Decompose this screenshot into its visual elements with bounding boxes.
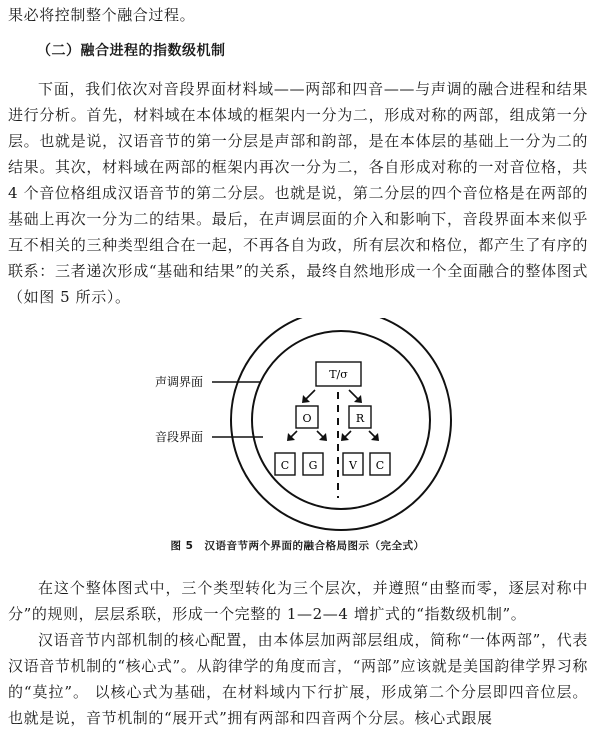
figure-5 — [0, 318, 595, 558]
arrow-rhyme-right — [369, 431, 379, 441]
segment-circle-inner — [252, 331, 430, 509]
paragraph-fragment-top: 果必将控制整个融合过程。 — [8, 6, 196, 24]
arrow-rhyme-left — [341, 431, 351, 441]
box-rhyme-label: R — [355, 412, 365, 425]
arrow-onset-right — [317, 431, 327, 441]
box-glide-label: G — [308, 459, 318, 472]
label-segment-interface: 音段界面 — [155, 430, 204, 444]
paragraph-core-configuration: 汉语音节内部机制的核心配置，由本体层加两部层组成，简称“一体两部”，代表汉语音节机制的“核心式”。从韵律学的角度而言，“两部”应该就是美国韵律学界习称的“莫拉”。 以核心式为基础，在材料域内下行扩展，形成第二个分层即四音位层。也就是说，音节机制的“展开式”拥有两部和四音两个分层。核心式跟展 — [8, 631, 588, 727]
label-tone-interface: 声调界面 — [155, 375, 204, 389]
tone-ring-outer — [231, 318, 451, 530]
paragraph-overall-schema: 在这个整体图式中，三个类型转化为三个层次，并遵照“由整而零，逐层对称中分”的规则，层层系联，形成一个完整的 1—2—4 增扩式的“指数级机制”。 — [8, 579, 588, 623]
box-syllable-tone-label: T/σ — [329, 368, 348, 381]
arrow-top-left — [302, 390, 315, 403]
arrow-onset-left — [287, 431, 297, 441]
figure-caption: 图 5 汉语音节两个界面的融合格局图示（完全式） — [170, 540, 425, 552]
box-vowel-label: V — [349, 459, 357, 472]
box-consonant-2-label: C — [375, 459, 385, 472]
box-consonant-1-label: C — [280, 459, 290, 472]
paragraph-analysis: 下面，我们依次对音段界面材料域——两部和四音——与声调的融合进程和结果进行分析。首先，材料域在本体域的框架内一分为二，形成对称的两部，组成第一分层。也就是说，汉语音节的第一分层是声部和韵部，是在本体层的基础上一分为二的结果。其次，材料域在两部的框架内再次一分为二，各自形成对称的一对音位格，共 4 个音位格组成汉语音节的第二分层。也就是说，第二分层的四个音位格是在两部的基础上再次一分为二的结果。最后，在声调层面的介入和影响下，音段界面本来似乎互不相关的三种类型组合在一起，不再各自为政，所有层次和格位，都产生了有序的联系：三者递次形成“基础和结果”的关系，最终自然地形成一个全面融合的整体图式（如图 5 所示）。 — [8, 80, 588, 306]
arrow-top-right — [349, 390, 362, 403]
section-heading: （二）融合进程的指数级机制 — [37, 43, 226, 59]
fusion-diagram — [0, 318, 595, 558]
box-onset-label: O — [302, 412, 312, 425]
